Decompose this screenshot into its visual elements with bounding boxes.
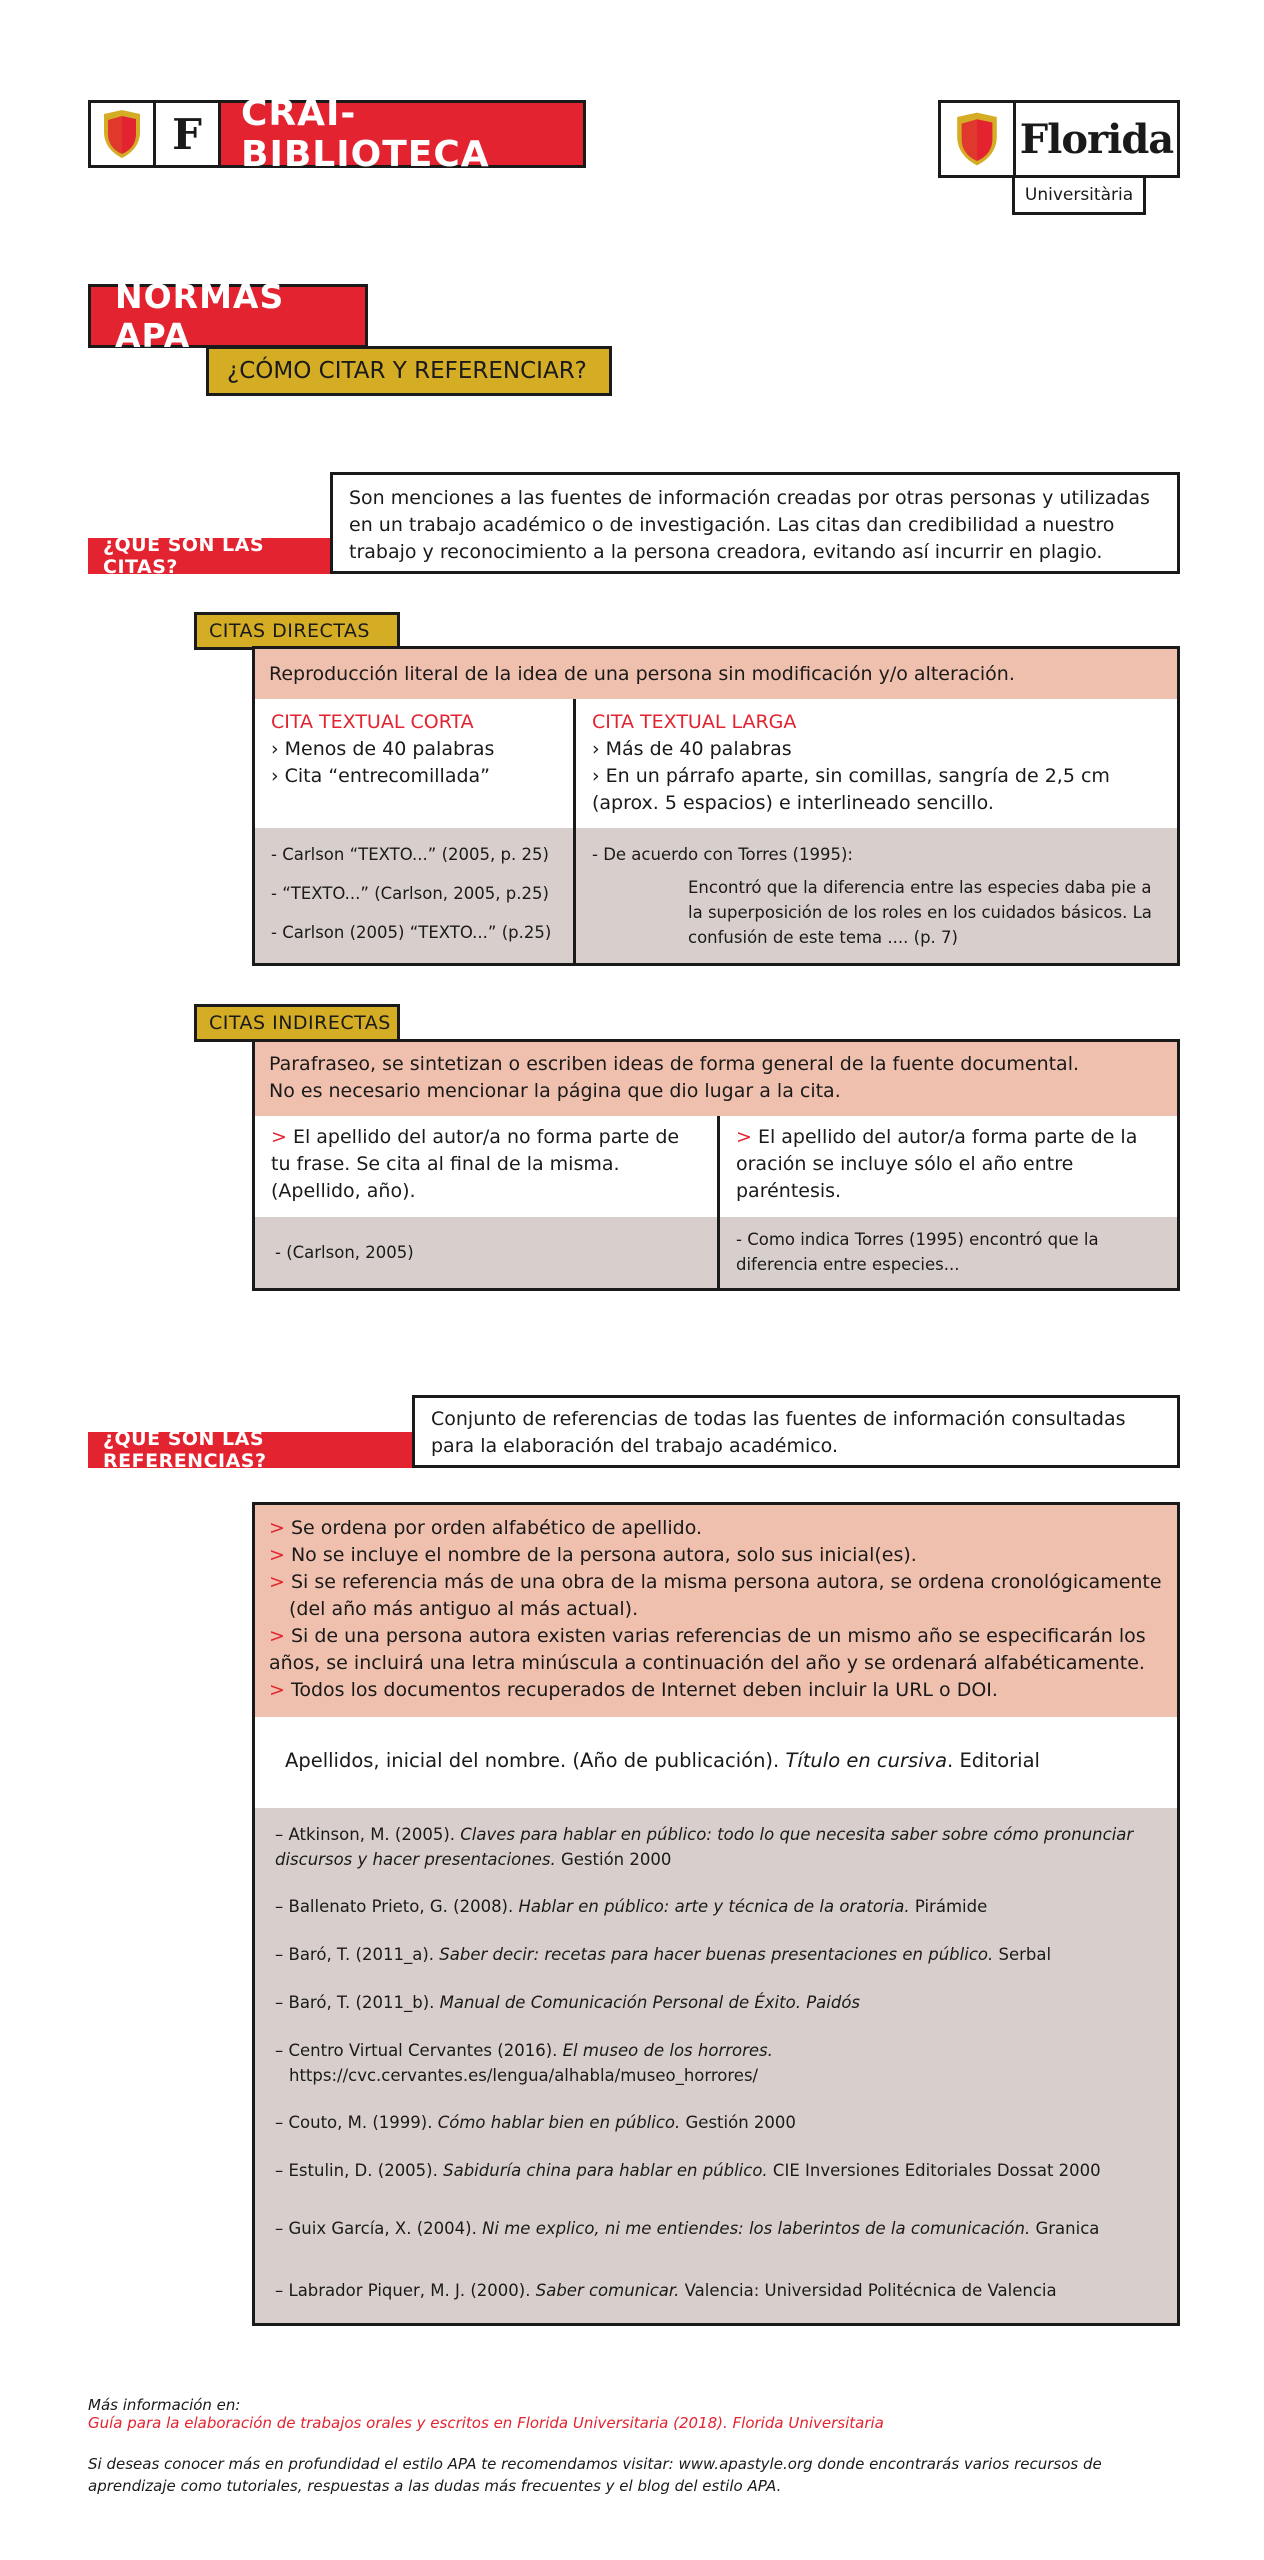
florida-logo xyxy=(938,100,1180,178)
ref-rule: Si se referencia más de una obra de la misma persona autora, se ordena cronológicamente xyxy=(290,1571,1162,1593)
reference-item: – Centro Virtual Cervantes (2016). El museo de los horrores. https://cvc.cervantes.es/lengua/alhabla/museo_horrores/ xyxy=(275,2041,773,2085)
indirectas-label: CITAS INDIRECTAS xyxy=(194,1004,400,1042)
indirectas-right-rule: > El apellido del autor/a forma parte de la oración se incluye sólo el año entre paréntesis. xyxy=(717,1116,1180,1220)
larga-example-block: Encontró que la diferencia entre las especies daba pie a la superposición de los roles en los cuidados básicos. La confusión de este tema .... (p. 7) xyxy=(688,878,1152,947)
reference-list xyxy=(252,1808,1180,2326)
ref-rule: Todos los documentos recuperados de Internet deben incluir la URL o DOI. xyxy=(290,1679,998,1701)
directas-label: CITAS DIRECTAS xyxy=(194,612,400,650)
referencias-label: ¿QUÉ SON LAS REFERENCIAS? xyxy=(88,1432,414,1468)
corta-title: CITA TEXTUAL CORTA xyxy=(271,711,474,733)
indirectas-def-1: Parafraseo, se sintetizan o escriben ideas de forma general de la fuente documental. xyxy=(269,1053,1080,1075)
ref-rule: Se ordena por orden alfabético de apellido. xyxy=(290,1517,703,1539)
format-end: . Editorial xyxy=(947,1749,1040,1772)
reference-item: – Labrador Piquer, M. J. (2000). Saber comunicar. Valencia: Universidad Politécnica de Valencia xyxy=(275,2281,1057,2300)
larga-rules xyxy=(573,699,1180,831)
corta-rules xyxy=(252,699,576,831)
reference-item: – Baró, T. (2011_b). Manual de Comunicación Personal de Éxito. Paidós xyxy=(275,1993,861,2012)
reference-item: – Baró, T. (2011_a). Saber decir: recetas para hacer buenas presentaciones en público. Serbal xyxy=(275,1945,1052,1964)
format-italic: Título en cursiva xyxy=(785,1749,948,1772)
indirectas-left-rule: > El apellido del autor/a no forma parte de tu frase. Se cita al final de la misma. (Apellido, año). xyxy=(252,1116,720,1220)
corta-example: - Carlson (2005) “TEXTO...” (p.25) xyxy=(271,923,552,942)
corta-example: - “TEXTO...” (Carlson, 2005, p.25) xyxy=(271,884,549,903)
corta-examples xyxy=(252,828,576,966)
corta-rule: › Cita “entrecomillada” xyxy=(271,765,491,787)
larga-examples xyxy=(573,828,1180,966)
reference-item: – Guix García, X. (2004). Ni me explico, ni me entiendes: los laberintos de la comunicación. Granica xyxy=(275,2219,1100,2238)
reference-format xyxy=(252,1717,1180,1811)
referencias-rules: > Se ordena por orden alfabético de apellido. > No se incluye el nombre de la persona autora, solo sus inicial(es). > Si se referencia más de una obra de la misma persona autora, se ordena cronológicamente (del año más antiguo al más actual). > Si de una persona autora existen varias referencias de un mismo año se especificarán los años, se incluirá una letra minúscula a continuación del año y se ordenará alfabéticamente. > Todos los documentos recuperados de Internet deben incluir la URL o DOI. xyxy=(252,1502,1180,1720)
brand-name: Florida xyxy=(1019,115,1174,163)
reference-item: – Couto, M. (1999). Cómo hablar bien en público. Gestión 2000 xyxy=(275,2113,796,2132)
shield-icon xyxy=(941,103,1016,175)
citas-definition: Son menciones a las fuentes de información creadas por otras personas y utilizadas en un trabajo académico o de investigación. Las citas dan credibilidad a nuestro trabajo y reconocimiento a la persona creadora, evitando así incurrir en plagio. xyxy=(330,472,1180,574)
citas-label: ¿QUÉ SON LAS CITAS? xyxy=(88,538,332,574)
indirectas-def-2: No es necesario mencionar la página que dio lugar a la cita. xyxy=(269,1080,841,1102)
larga-rule: › Más de 40 palabras xyxy=(592,738,792,760)
guide-link[interactable]: Guía para la elaboración de trabajos orales y escritos en Florida Universitaria (2018). Florida Universitaria xyxy=(88,2414,884,2432)
reference-item: – Estulin, D. (2005). Sabiduría china para hablar en público. CIE Inversiones Editoriales Dossat 2000 xyxy=(275,2161,1101,2180)
more-info: Más información en: xyxy=(88,2396,241,2414)
indirectas-right-example: - Como indica Torres (1995) encontró que la diferencia entre especies... xyxy=(717,1217,1180,1291)
reference-item: – Atkinson, M. (2005). Claves para hablar en público: todo lo que necesita saber sobre cómo pronunciar discursos y hacer presentaciones. Gestión 2000 xyxy=(275,1825,1134,1869)
footer-note: Si deseas conocer más en profundidad el estilo APA te recomendamos visitar: www.apastyle.org donde encontrarás varios recursos de aprendizaje como tutoriales, respuestas a las dudas más frecuentes y el blog del estilo APA. xyxy=(88,2455,1102,2495)
corta-rule: › Menos de 40 palabras xyxy=(271,738,495,760)
larga-rule: › En un párrafo aparte, sin comillas, sangría de 2,5 cm (aprox. 5 espacios) e interlineado sencillo. xyxy=(592,765,1110,814)
indirectas-right-rule-text: El apellido del autor/a forma parte de la oración se incluye sólo el año entre paréntesis. xyxy=(736,1126,1138,1202)
indirectas-left-example: - (Carlson, 2005) xyxy=(252,1217,720,1291)
library-name: CRAI-BIBLIOTECA xyxy=(221,103,583,165)
ref-rule: No se incluye el nombre de la persona autora, solo sus inicial(es). xyxy=(290,1544,917,1566)
directas-definition: Reproducción literal de la idea de una persona sin modificación y/o alteración. xyxy=(252,646,1180,702)
page-title: NORMAS APA xyxy=(88,284,368,348)
ref-rule: Si de una persona autora existen varias referencias de un mismo año se especificarán los años, se incluirá una letra minúscula a continuación del año y se ordenará alfabéticamente. xyxy=(269,1625,1146,1674)
larga-example-intro: - De acuerdo con Torres (1995): xyxy=(592,845,853,864)
larga-title: CITA TEXTUAL LARGA xyxy=(592,711,797,733)
reference-item: – Ballenato Prieto, G. (2008). Hablar en público: arte y técnica de la oratoria. Pirámide xyxy=(275,1897,988,1916)
crai-logo xyxy=(88,93,586,175)
page-subtitle: ¿CÓMO CITAR Y REFERENCIAR? xyxy=(206,346,612,396)
indirectas-left-rule-text: El apellido del autor/a no forma parte de tu frase. Se cita al final de la misma. (Apellido, año). xyxy=(271,1126,680,1202)
shield-icon xyxy=(91,103,156,165)
ref-rule-cont: (del año más antiguo al más actual). xyxy=(289,1598,639,1620)
reference-url: https://cvc.cervantes.es/lengua/alhabla/museo_horrores/ xyxy=(289,2066,759,2085)
f-letter: F xyxy=(156,103,221,165)
indirectas-definition xyxy=(252,1039,1180,1119)
format-plain: Apellidos, inicial del nombre. (Año de publicación). xyxy=(285,1749,786,1772)
corta-example: - Carlson “TEXTO...” (2005, p. 25) xyxy=(271,845,549,864)
brand-sub: Universitària xyxy=(1012,175,1146,215)
referencias-definition: Conjunto de referencias de todas las fuentes de información consultadas para la elaboración del trabajo académico. xyxy=(412,1395,1180,1468)
